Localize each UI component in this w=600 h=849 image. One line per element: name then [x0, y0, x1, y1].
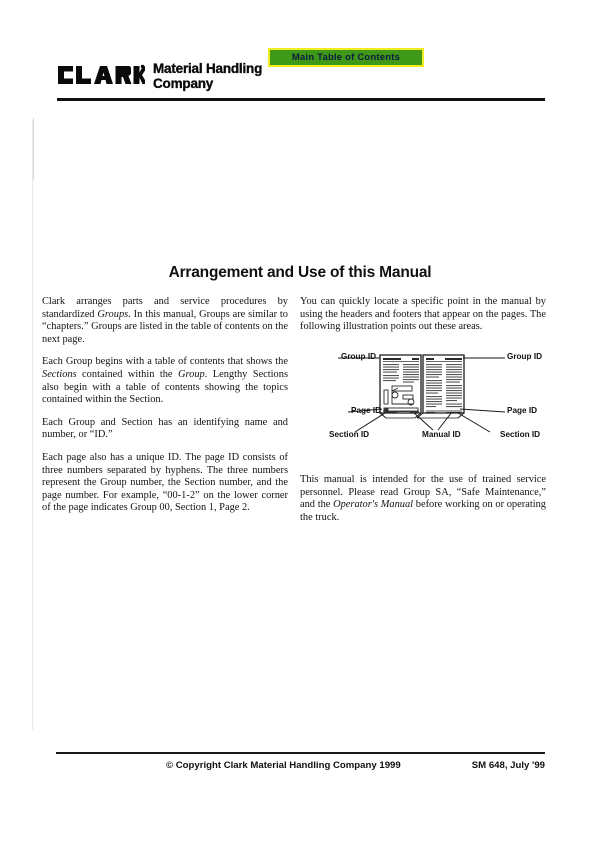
scan-artifact-line: [32, 120, 33, 730]
footer-copyright: © Copyright Clark Material Handling Company 1999: [166, 760, 401, 771]
page-title: Arrangement and Use of this Manual: [168, 264, 432, 281]
paragraph-headers-footers: You can quickly locate a specific point in the manual by using the headers and footers that appear on the pages. The following illustration points out these areas.: [300, 296, 546, 333]
illustration-label-section-id-left: Section ID: [329, 430, 370, 439]
para1-emphasis: Groups: [97, 308, 129, 320]
main-table-of-contents-button[interactable]: [268, 48, 424, 67]
right-text-column: [300, 296, 546, 334]
clark-logo: [57, 62, 262, 90]
para2-part-b: contained within the: [76, 368, 178, 380]
closing-part-a: This manual is intended for the use of trained service personnel. Please read Group SA, “Safe Maintenance,” and the: [300, 474, 546, 511]
clark-logo-line1: Material Handling: [153, 61, 263, 76]
illustration-label-manual-id: Manual ID: [422, 430, 461, 439]
para2-part-c: . Lengthy Sections also begin with a table of contents showing the topics contained within the Section.: [42, 368, 288, 406]
para1-part-b: . In this manual, Groups are similar to “chapters.” Groups are listed in the table of contents on the next page.: [42, 308, 288, 345]
paragraph-page-id: Each page also has a unique ID. The page ID consists of three numbers separated by hyphens. The three numbers represent the Group number, the Section number, and the page number. For example, “00-1-2” on the lower corner of the page indicates Group 00, Section 1, Page 2.: [42, 451, 288, 514]
footer-document-id: SM 648, July '99: [471, 760, 545, 771]
illustration-label-page-id-right: Page ID: [507, 406, 538, 415]
scan-artifact-line-upper: [33, 118, 34, 180]
paragraph-groups: [42, 296, 288, 346]
illustration-label-group-id-left: Group ID: [341, 352, 377, 361]
closing-paragraph-block: [300, 474, 546, 524]
paragraph-group-toc: [42, 356, 288, 406]
para2-part-a: Each Group begins with a table of contents that shows the: [42, 356, 288, 368]
page-header: [0, 0, 600, 110]
para2-emphasis-sections: Sections: [42, 368, 77, 380]
clark-logo-wordtext: [153, 62, 262, 90]
footer-divider-rule: [56, 752, 545, 754]
closing-part-b: before working on or operating the truck.: [300, 499, 546, 523]
left-text-column: [42, 296, 288, 515]
paragraph-safety-notice: [300, 474, 546, 524]
main-table-of-contents-label: Main Table of Contents: [291, 52, 401, 63]
paragraph-identifying-id: Each Group and Section has an identifying name and number, or “ID.”: [42, 416, 288, 441]
page-footer: [56, 760, 545, 776]
clark-wordmark-icon: [57, 62, 145, 88]
illustration-label-group-id-right: Group ID: [507, 352, 543, 361]
page-spread-illustration: [300, 350, 550, 458]
closing-emphasis-operators-manual: Operator's Manual: [333, 499, 414, 511]
illustration-label-page-id-left: Page ID: [351, 406, 382, 415]
clark-logo-line2: Company: [153, 75, 214, 91]
header-divider-rule: [57, 98, 545, 101]
illustration-label-section-id-right: Section ID: [500, 430, 541, 439]
para2-emphasis-group: Group: [177, 368, 205, 380]
para1-part-a: Clark arranges parts and service procedures by standardized: [42, 296, 288, 320]
